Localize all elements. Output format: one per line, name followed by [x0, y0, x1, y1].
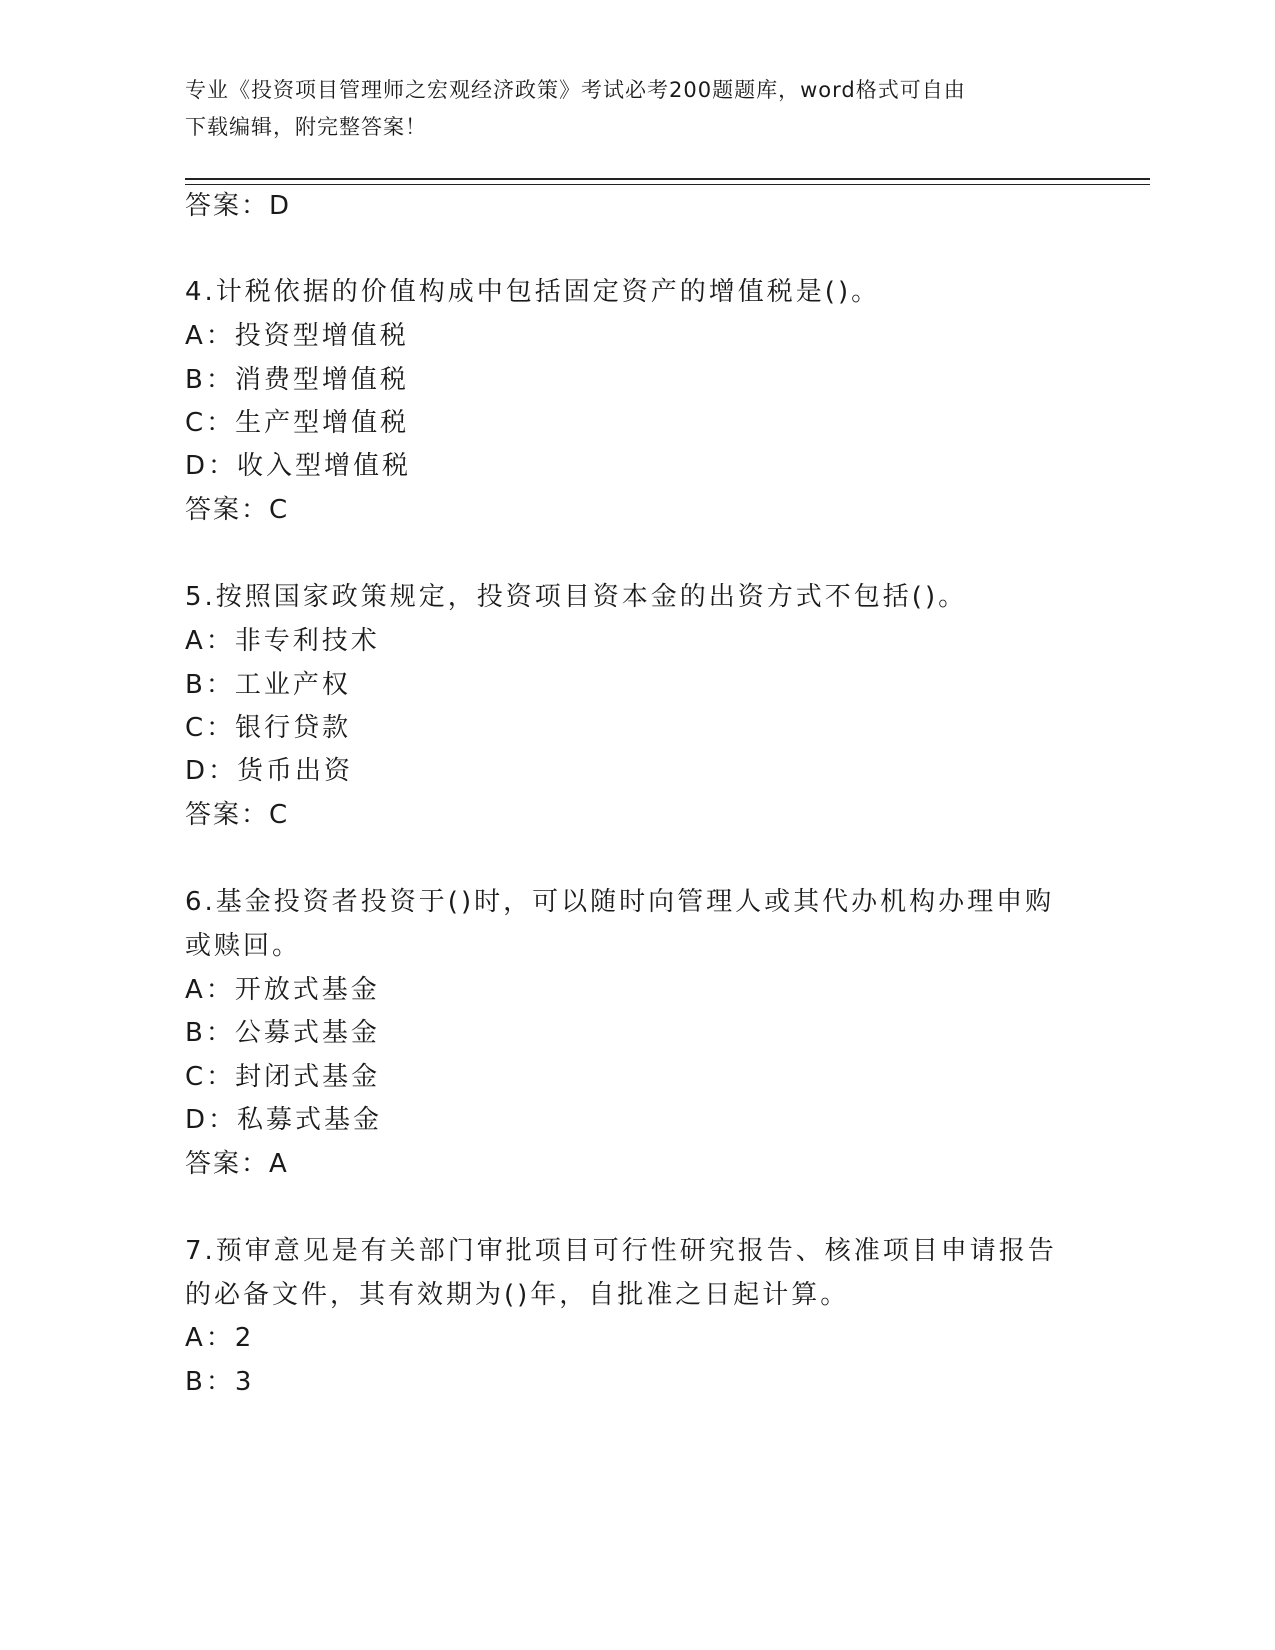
answer-q3: 答案：D	[185, 191, 292, 221]
question-4-option-a: A：投资型增值税	[185, 321, 409, 351]
header-rule-top	[185, 178, 1150, 180]
question-6-option-a: A：开放式基金	[185, 975, 380, 1005]
question-7-stem-line-2: 的必备文件，其有效期为()年，自批准之日起计算。	[185, 1280, 850, 1310]
question-6-option-b: B：公募式基金	[185, 1018, 380, 1048]
question-6-stem-line-2: 或赎回。	[185, 931, 302, 961]
question-6-answer: 答案：A	[185, 1149, 289, 1179]
question-4-option-b: B：消费型增值税	[185, 365, 409, 395]
question-4-answer: 答案：C	[185, 495, 290, 525]
question-7-option-b: B：3	[185, 1367, 255, 1397]
question-7-option-a: A：2	[185, 1323, 255, 1353]
question-5-answer: 答案：C	[185, 800, 290, 830]
question-4-option-d: D：收入型增值税	[185, 451, 412, 481]
question-6-option-d: D：私募式基金	[185, 1105, 383, 1135]
question-4-option-c: C：生产型增值税	[185, 408, 410, 438]
header-line-1: 专业《投资项目管理师之宏观经济政策》考试必考200题题库，word格式可自由	[185, 78, 966, 102]
question-5-stem: 5.按照国家政策规定，投资项目资本金的出资方式不包括()。	[185, 582, 968, 612]
header-line-2: 下载编辑，附完整答案！	[185, 115, 427, 139]
question-7-stem-line-1: 7.预审意见是有关部门审批项目可行性研究报告、核准项目申请报告	[185, 1236, 1057, 1266]
question-5-option-d: D：货币出资	[185, 756, 354, 786]
question-5-option-c: C：银行贷款	[185, 713, 352, 743]
question-5-option-b: B：工业产权	[185, 670, 351, 700]
question-6-option-c: C：封闭式基金	[185, 1062, 381, 1092]
question-4-stem: 4.计税依据的价值构成中包括固定资产的增值税是()。	[185, 277, 881, 307]
question-5-option-a: A：非专利技术	[185, 626, 380, 656]
document-header	[185, 72, 1065, 146]
question-6-stem-line-1: 6.基金投资者投资于()时，可以随时向管理人或其代办机构办理申购	[185, 887, 1055, 917]
header-rule-bottom	[185, 184, 1150, 185]
